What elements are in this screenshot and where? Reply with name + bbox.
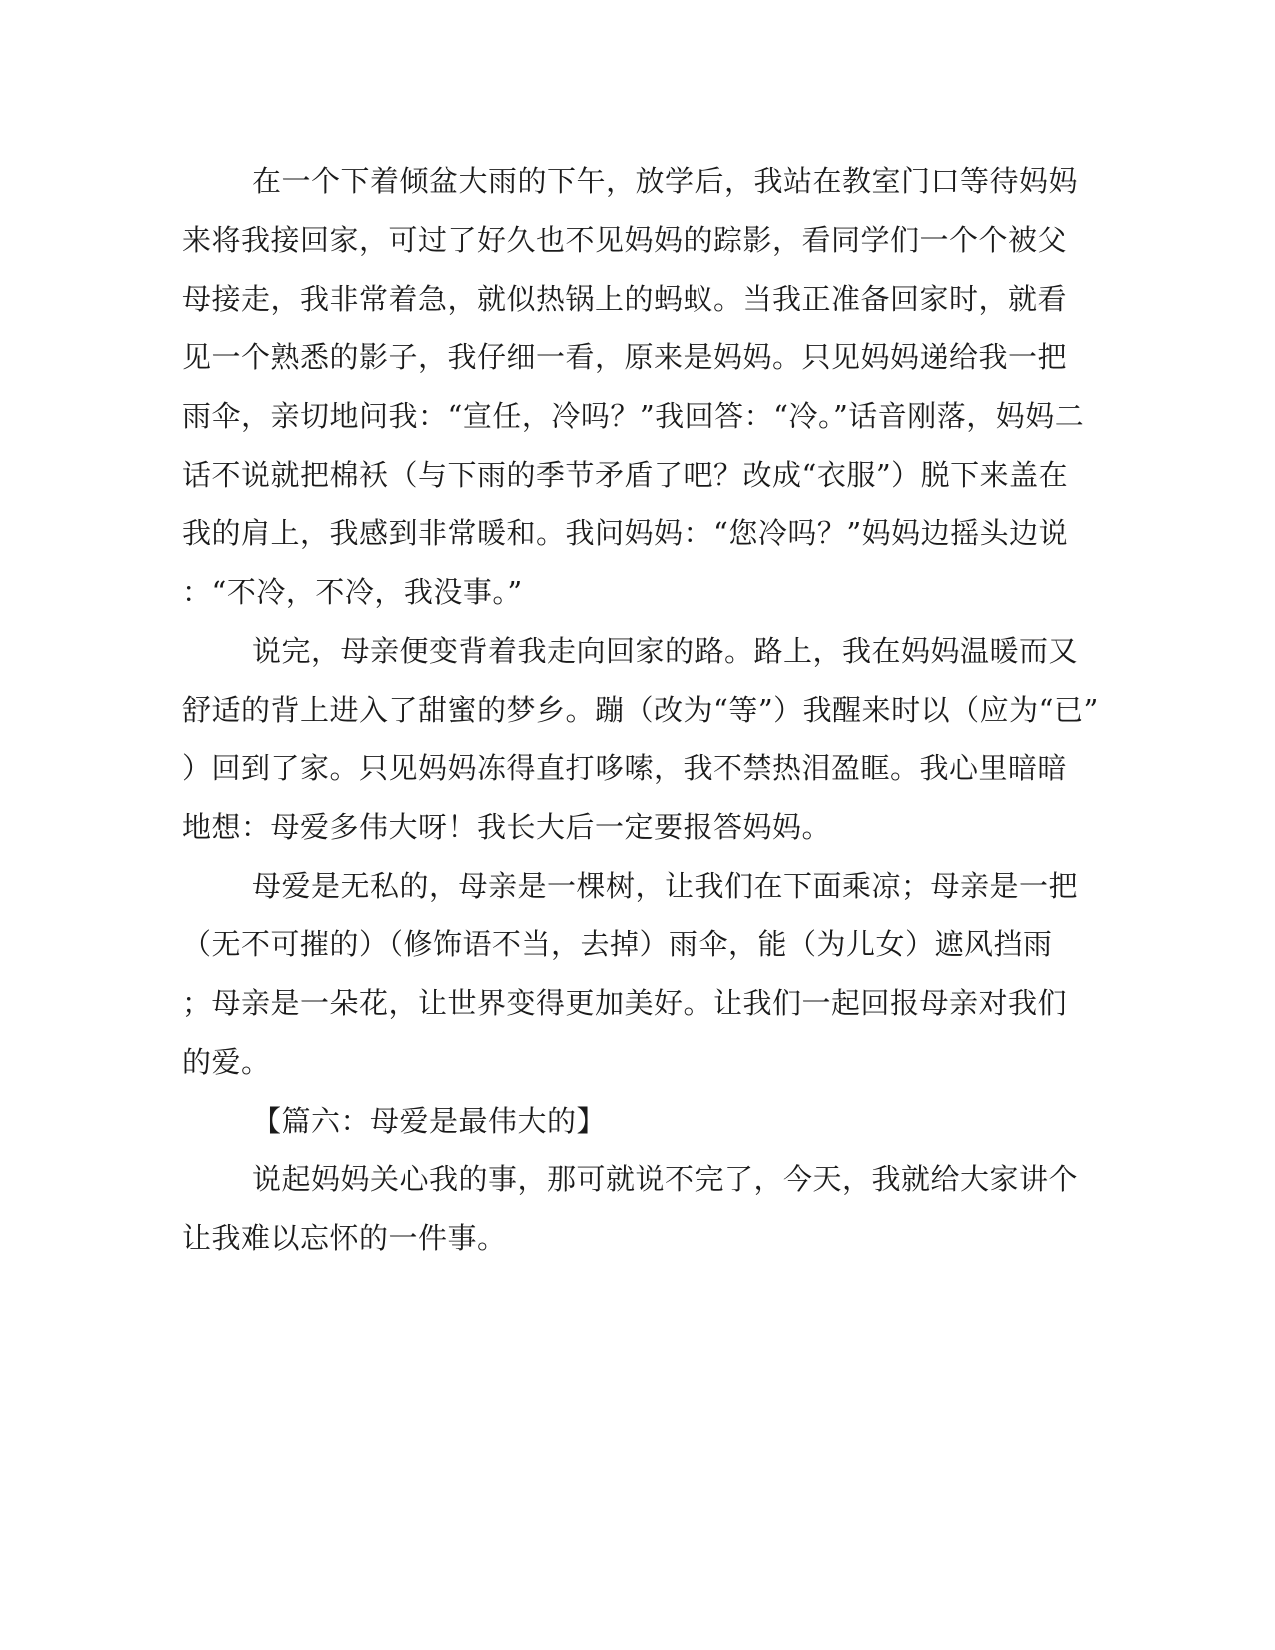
text-line: 在一个下着倾盆大雨的下午，放学后，我站在教室门口等待妈妈 — [252, 164, 1079, 198]
text-line: （无不可摧的）（修饰语不当，去掉）雨伞，能（为儿女）遮风挡雨 — [182, 927, 1053, 961]
text-line: 让我难以忘怀的一件事。 — [182, 1221, 507, 1255]
text-line: 我的肩上，我感到非常暖和。我问妈妈：“您冷吗？”妈妈边摇头边说 — [182, 516, 1069, 550]
text-line: 说完，母亲便变背着我走向回家的路。路上，我在妈妈温暖而又 — [252, 634, 1079, 668]
text-line: 话不说就把棉袄（与下雨的季节矛盾了吧？改成“衣服”）脱下来盖在 — [182, 458, 1069, 492]
text-line: 见一个熟悉的影子，我仔细一看，原来是妈妈。只见妈妈递给我一把 — [182, 340, 1068, 374]
text-line: ）回到了家。只见妈妈冻得直打哆嗦，我不禁热泪盈眶。我心里暗暗 — [182, 751, 1068, 785]
text-line: 的爱。 — [182, 1045, 271, 1079]
text-line: ；母亲是一朵花，让世界变得更加美好。让我们一起回报母亲对我们 — [182, 986, 1068, 1020]
text-line: 母爱是无私的，母亲是一棵树，让我们在下面乘凉；母亲是一把 — [252, 869, 1079, 903]
text-line: 雨伞，亲切地问我：“宣任，冷吗？”我回答：“冷。”话音刚落，妈妈二 — [182, 399, 1085, 433]
text-line: 地想：母爱多伟大呀！我长大后一定要报答妈妈。 — [182, 810, 832, 844]
section-heading: 【篇六：母爱是最伟大的】 — [252, 1104, 607, 1138]
text-line: 舒适的背上进入了甜蜜的梦乡。蹦（改为“等”）我醒来时以（应为“已” — [182, 693, 1099, 727]
text-line: 母接走，我非常着急，就似热锅上的蚂蚁。当我正准备回家时，就看 — [182, 282, 1068, 316]
text-line: 说起妈妈关心我的事，那可就说不完了，今天，我就给大家讲个 — [252, 1162, 1079, 1196]
text-line: 来将我接回家，可过了好久也不见妈妈的踪影，看同学们一个个被父 — [182, 223, 1068, 257]
text-line: ：“不冷，不冷，我没事。” — [182, 575, 523, 609]
